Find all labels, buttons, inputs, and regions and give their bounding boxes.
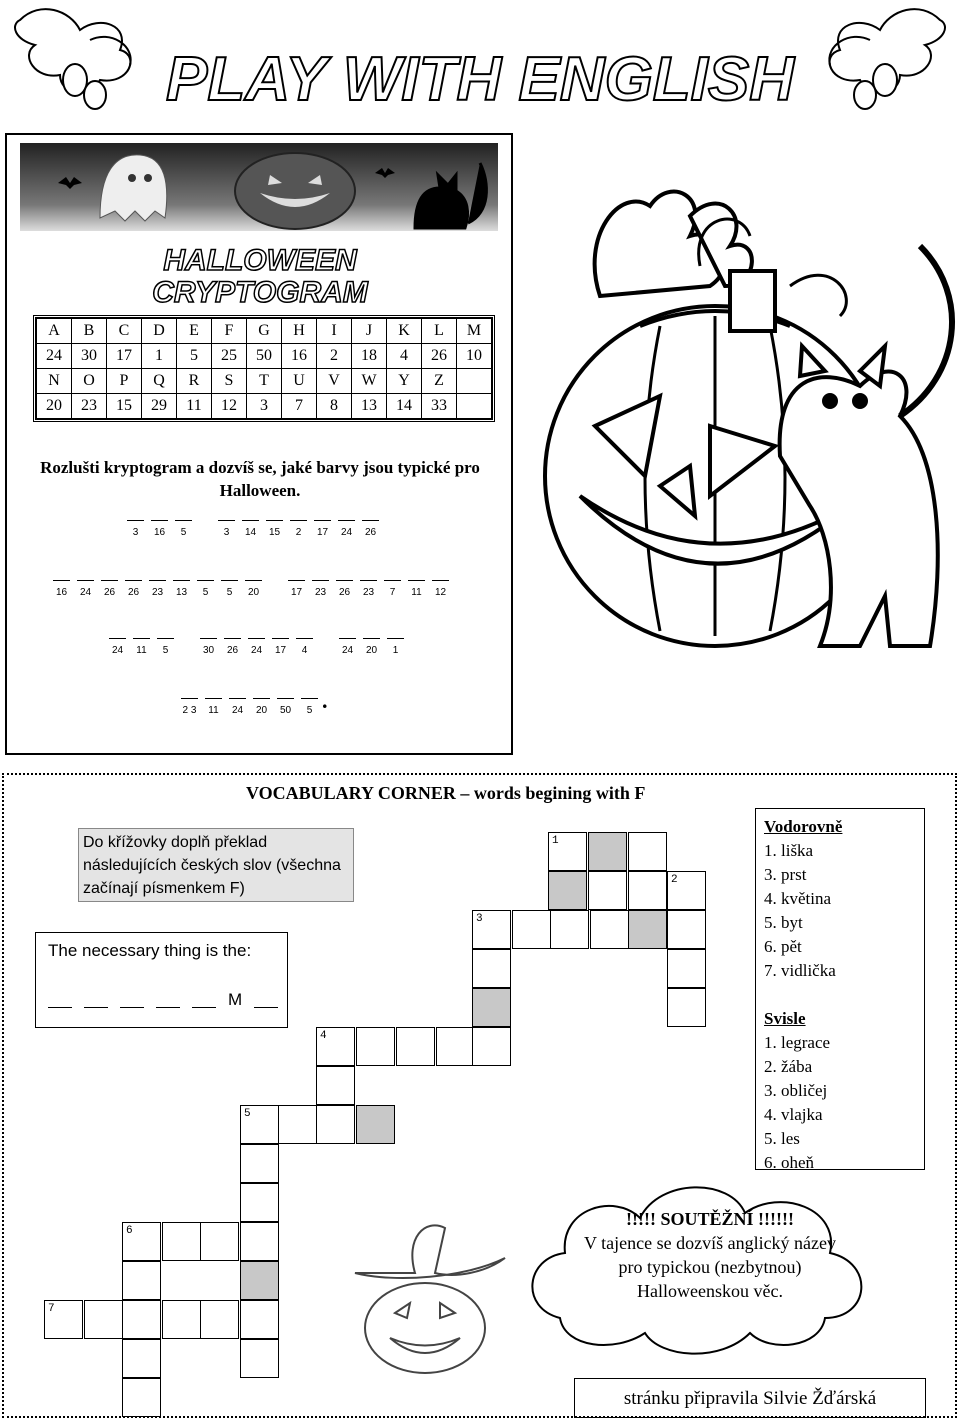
clue-item: 5. byt xyxy=(764,913,803,932)
witch-pumpkin-illustration xyxy=(335,1218,525,1378)
crossword-cell[interactable] xyxy=(436,1027,475,1066)
cipher-period: . xyxy=(322,688,328,713)
crossword-cell[interactable] xyxy=(240,1144,279,1183)
key-cell: 15 xyxy=(107,394,142,419)
key-cell: 12 xyxy=(212,394,247,419)
crossword-cell[interactable] xyxy=(122,1378,161,1417)
crossword-cell[interactable] xyxy=(588,871,627,910)
letter-slot[interactable]: 20 xyxy=(244,580,263,598)
pumpkin-cat-illustration xyxy=(540,176,960,696)
key-cell: 10 xyxy=(457,344,492,369)
key-cell: 17 xyxy=(107,344,142,369)
clue-item: 4. květina xyxy=(764,889,832,908)
key-cell: F xyxy=(212,319,247,344)
clue-number: 3 xyxy=(476,913,483,925)
crossword-cell[interactable] xyxy=(356,1027,395,1066)
key-cell: P xyxy=(107,369,142,394)
crossword-solution-cell[interactable] xyxy=(628,910,667,949)
key-cell: 25 xyxy=(212,344,247,369)
crossword-cell[interactable] xyxy=(472,910,511,949)
key-cell: H xyxy=(282,319,317,344)
crossword-cell[interactable] xyxy=(628,871,667,910)
letter-slot[interactable]: 17 xyxy=(313,520,332,538)
letter-slot[interactable]: 26 xyxy=(335,580,354,598)
letter-slot[interactable]: 13 xyxy=(172,580,191,598)
crossword-cell[interactable] xyxy=(240,1105,279,1144)
key-cell: 16 xyxy=(282,344,317,369)
clue-item: 3. obličej xyxy=(764,1081,828,1100)
key-cell: E xyxy=(177,319,212,344)
down-heading: Svisle xyxy=(764,1009,806,1028)
clue-item: 1. liška xyxy=(764,841,814,860)
letter-slot[interactable]: 17 xyxy=(271,638,290,656)
solution-blank[interactable] xyxy=(254,995,278,1008)
crossword-cell[interactable] xyxy=(628,832,667,871)
solution-blank[interactable] xyxy=(48,995,72,1008)
crossword-solution-cell[interactable] xyxy=(240,1261,279,1300)
letter-slot[interactable]: 23 xyxy=(359,580,378,598)
key-cell: N xyxy=(37,369,72,394)
key-cell: I xyxy=(317,319,352,344)
crossword-cell[interactable] xyxy=(316,1027,355,1066)
key-cell xyxy=(457,369,492,394)
crossword-cell[interactable] xyxy=(472,1027,511,1066)
key-cell: 23 xyxy=(72,394,107,419)
crossword-cell[interactable] xyxy=(548,832,587,871)
clue-number: 2 xyxy=(671,874,678,886)
oak-leaves-right-illustration xyxy=(829,9,945,109)
halloween-banner-image xyxy=(20,143,498,231)
word-gap xyxy=(180,638,194,656)
key-cell: C xyxy=(107,319,142,344)
letter-slot[interactable]: 4 xyxy=(295,638,314,656)
solution-blanks xyxy=(48,991,278,1008)
letter-slot[interactable]: 5 xyxy=(196,580,215,598)
key-cell: M xyxy=(457,319,492,344)
solution-box xyxy=(35,932,288,1028)
clue-item: 5. les xyxy=(764,1129,800,1148)
cipher-line-4 xyxy=(180,698,319,716)
cipher-line-1 xyxy=(126,520,380,538)
word-gap xyxy=(268,580,282,598)
key-cell: 11 xyxy=(177,394,212,419)
key-cell: B xyxy=(72,319,107,344)
svg-text:CRYPTOGRAM: CRYPTOGRAM xyxy=(152,276,368,309)
letter-slot[interactable]: 5 xyxy=(220,580,239,598)
key-cell: 4 xyxy=(387,344,422,369)
key-cell: 20 xyxy=(37,394,72,419)
crossword-cell[interactable] xyxy=(240,1339,279,1378)
letter-slot[interactable]: 17 xyxy=(287,580,306,598)
key-cell: Q xyxy=(142,369,177,394)
key-cell: 50 xyxy=(247,344,282,369)
key-cell xyxy=(457,394,492,419)
vocabulary-title: VOCABULARY CORNER – words begining with F xyxy=(246,783,646,803)
key-cell: L xyxy=(422,319,457,344)
crossword-cell[interactable] xyxy=(550,910,589,949)
letter-slot[interactable]: 16 xyxy=(150,520,169,538)
key-cell: T xyxy=(247,369,282,394)
clue-item: 3. prst xyxy=(764,865,807,884)
key-row xyxy=(37,319,492,344)
key-cell: 30 xyxy=(72,344,107,369)
letter-slot[interactable]: 14 xyxy=(241,520,260,538)
key-cell: Y xyxy=(387,369,422,394)
key-cell: G xyxy=(247,319,282,344)
crossword-cell[interactable] xyxy=(396,1027,435,1066)
letter-slot[interactable]: 2 3 xyxy=(180,698,199,716)
solution-given-letter: M xyxy=(228,990,243,1009)
across-clues xyxy=(764,839,916,983)
key-cell: 14 xyxy=(387,394,422,419)
key-cell: 3 xyxy=(247,394,282,419)
key-cell: V xyxy=(317,369,352,394)
crossword-cell[interactable] xyxy=(200,1300,239,1339)
across-heading: Vodorovně xyxy=(764,817,843,836)
crossword-cell[interactable] xyxy=(472,949,511,988)
letter-slot[interactable]: 24 xyxy=(108,638,127,656)
key-cell: D xyxy=(142,319,177,344)
crossword-cell[interactable] xyxy=(240,1300,279,1339)
cipher-line-2 xyxy=(52,580,450,598)
solution-label: The necessary thing is the: xyxy=(48,941,252,960)
key-row xyxy=(37,344,492,369)
crossword-cell[interactable] xyxy=(240,1183,279,1222)
letter-slot[interactable]: 23 xyxy=(311,580,330,598)
crossword-cell[interactable] xyxy=(667,871,706,910)
crossword-cell[interactable] xyxy=(84,1300,123,1339)
crossword-cell[interactable] xyxy=(667,988,706,1027)
letter-slot[interactable]: 3 xyxy=(126,520,145,538)
letter-slot[interactable]: 26 xyxy=(124,580,143,598)
svg-text:HALLOWEEN: HALLOWEEN xyxy=(163,244,357,277)
clue-number: 5 xyxy=(244,1108,251,1120)
solution-blank[interactable] xyxy=(84,995,108,1008)
letter-slot[interactable]: 5 xyxy=(174,520,193,538)
key-cell: 33 xyxy=(422,394,457,419)
letter-slot[interactable]: 5 xyxy=(156,638,175,656)
key-cell: Z xyxy=(422,369,457,394)
crossword-cell[interactable] xyxy=(162,1300,201,1339)
letter-slot[interactable]: 24 xyxy=(228,698,247,716)
crossword-cell[interactable] xyxy=(667,949,706,988)
letter-slot[interactable]: 20 xyxy=(252,698,271,716)
key-cell: 24 xyxy=(37,344,72,369)
letter-slot[interactable]: 24 xyxy=(76,580,95,598)
crossword-cell[interactable] xyxy=(122,1339,161,1378)
letter-slot[interactable]: 15 xyxy=(265,520,284,538)
page-credit: stránku připravila Silvie Žďárská xyxy=(574,1378,926,1418)
letter-slot[interactable]: 50 xyxy=(276,698,295,716)
letter-slot[interactable]: 11 xyxy=(407,580,426,598)
word-gap xyxy=(198,520,212,538)
crossword-cell[interactable] xyxy=(122,1300,161,1339)
letter-slot[interactable]: 16 xyxy=(52,580,71,598)
key-cell: 7 xyxy=(282,394,317,419)
letter-slot[interactable]: 3 xyxy=(217,520,236,538)
letter-slot[interactable]: 1 xyxy=(386,638,405,656)
key-cell: A xyxy=(37,319,72,344)
key-cell: S xyxy=(212,369,247,394)
contest-text: V tajence se dozvíš anglický název pro typickou (nezbytnou) Halloweenskou věc. xyxy=(583,1233,837,1301)
key-cell: J xyxy=(352,319,387,344)
key-cell: 26 xyxy=(422,344,457,369)
key-cell: W xyxy=(352,369,387,394)
key-cell: 13 xyxy=(352,394,387,419)
cryptogram-title xyxy=(80,240,440,310)
letter-slot[interactable]: 23 xyxy=(148,580,167,598)
clues-box xyxy=(755,808,925,1170)
letter-slot[interactable]: 24 xyxy=(338,638,357,656)
clue-number: 4 xyxy=(320,1030,327,1042)
down-clues xyxy=(764,1031,916,1170)
pumpkin-icon xyxy=(235,153,355,229)
key-cell: 1 xyxy=(142,344,177,369)
key-cell: 29 xyxy=(142,394,177,419)
cipher-line-3 xyxy=(108,638,405,656)
crossword-task: Do křížovky doplň překlad následujících českých slov (všechna začínají písmenkem F) xyxy=(78,828,354,902)
cryptogram-instruction: Rozlušti kryptogram a dozvíš se, jaké barvy jsou typické pro Halloween. xyxy=(40,458,480,500)
contest-title: !!!!! SOUTĚŽNÍ !!!!!! xyxy=(626,1209,794,1229)
clue-item: 1. legrace xyxy=(764,1033,831,1052)
crossword-solution-cell[interactable] xyxy=(472,988,511,1027)
key-row xyxy=(37,394,492,419)
crossword-cell[interactable] xyxy=(316,1105,355,1144)
clue-item: 4. vlajka xyxy=(764,1105,823,1124)
solution-blank[interactable] xyxy=(120,995,144,1008)
crossword-cell[interactable] xyxy=(200,1222,239,1261)
key-cell: K xyxy=(387,319,422,344)
solution-blank[interactable] xyxy=(192,995,216,1008)
crossword-cell[interactable] xyxy=(316,1066,355,1105)
crossword-cell[interactable] xyxy=(122,1261,161,1300)
crossword-solution-cell[interactable] xyxy=(548,871,587,910)
letter-slot[interactable]: 30 xyxy=(199,638,218,656)
letter-slot[interactable]: 5 xyxy=(300,698,319,716)
clue-item: 7. vidlička xyxy=(764,961,836,980)
clue-number: 6 xyxy=(126,1225,133,1237)
letter-slot[interactable]: 11 xyxy=(132,638,151,656)
clue-number: 7 xyxy=(48,1303,55,1315)
key-cell: U xyxy=(282,369,317,394)
crossword-cell[interactable] xyxy=(667,910,706,949)
key-cell: 18 xyxy=(352,344,387,369)
header-banner xyxy=(0,0,960,135)
crossword-cell[interactable] xyxy=(240,1222,279,1261)
header-title: PLAY WITH ENGLISH xyxy=(165,45,795,114)
oak-leaves-left-illustration xyxy=(15,9,131,109)
key-cell: 2 xyxy=(317,344,352,369)
clue-item: 6. pět xyxy=(764,937,802,956)
cryptogram-key-table xyxy=(36,318,492,419)
key-cell: 8 xyxy=(317,394,352,419)
letter-slot[interactable]: 24 xyxy=(247,638,266,656)
crossword-cell[interactable] xyxy=(278,1105,317,1144)
key-cell: R xyxy=(177,369,212,394)
contest-text-block xyxy=(580,1207,840,1303)
crossword-cell[interactable] xyxy=(122,1222,161,1261)
crossword-cell[interactable] xyxy=(162,1222,201,1261)
letter-slot[interactable]: 2 xyxy=(289,520,308,538)
letter-slot[interactable]: 24 xyxy=(337,520,356,538)
crossword-cell[interactable] xyxy=(512,910,551,949)
letter-slot[interactable]: 20 xyxy=(362,638,381,656)
letter-slot[interactable]: 26 xyxy=(223,638,242,656)
crossword-cell[interactable] xyxy=(590,910,629,949)
letter-slot[interactable]: 26 xyxy=(100,580,119,598)
crossword-cell[interactable] xyxy=(44,1300,83,1339)
letter-slot[interactable]: 12 xyxy=(431,580,450,598)
letter-slot[interactable]: 7 xyxy=(383,580,402,598)
letter-slot[interactable]: 26 xyxy=(361,520,380,538)
clue-number: 1 xyxy=(552,835,559,847)
key-cell: 5 xyxy=(177,344,212,369)
word-gap xyxy=(319,638,333,656)
letter-slot[interactable]: 11 xyxy=(204,698,223,716)
key-row xyxy=(37,369,492,394)
crossword-solution-cell[interactable] xyxy=(588,832,627,871)
clue-item: 2. žába xyxy=(764,1057,813,1076)
clue-item: 6. oheň xyxy=(764,1153,815,1170)
key-cell: O xyxy=(72,369,107,394)
solution-blank[interactable] xyxy=(156,995,180,1008)
crossword-solution-cell[interactable] xyxy=(356,1105,395,1144)
